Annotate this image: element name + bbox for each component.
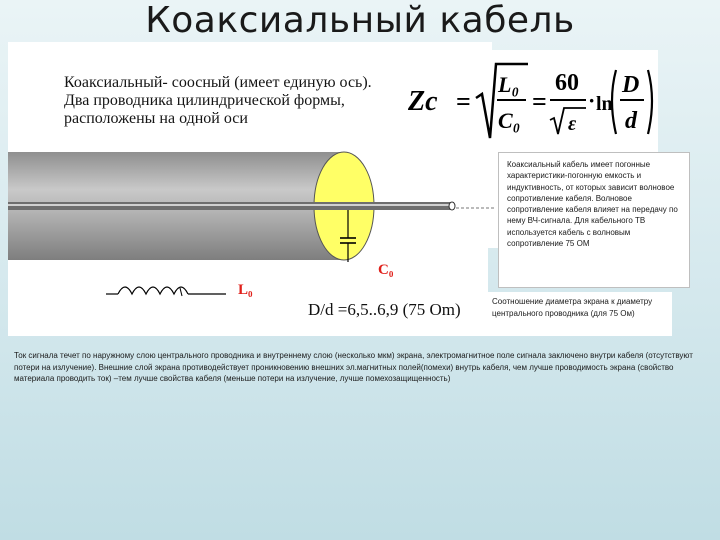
bottom-description: Ток сигнала течет по наружному слою центрального проводника и внутреннему слою (несколько мкм) экрана, электромагнитное поле сигнала заключено внутри кабеля (отсутствуют потери на излучение). Внешние слой экрана противодействует проникновению внешних эл.магнитных полей(помехи) внутрь кабеля, чем лучше проводимость экрана (свойство материала проводить ток) –тем лучше свойства кабеля (меньше потери на излучение, лучше помехозащищенность)	[14, 351, 693, 383]
formula-numerator: 60	[555, 70, 579, 96]
formula-big-d: D	[622, 72, 640, 98]
slide-title: Коаксиальный кабель	[145, 0, 575, 41]
formula-c0: C₀	[498, 108, 521, 133]
diameter-ratio-label: D/d =6,5..6,9 (75 Om)	[308, 300, 461, 319]
formula-ln: ln	[596, 93, 613, 115]
formula-epsilon: ε	[568, 113, 577, 135]
info-box: Коаксиальный кабель имеет погонные характеристики-погонную емкость и индуктивность, от которых зависит волновое сопротивление кабеля. Волновое сопротивление кабеля влияет на передачу по нему ВЧ-сигнала. Для кабельного ТВ используется кабель с волновым сопротивление 75 ОМ	[498, 152, 690, 288]
capacitance-label: C₀	[378, 262, 394, 278]
formula-lhs: Zc	[408, 86, 438, 117]
conductor-highlight	[8, 204, 454, 206]
formula-small-d: d	[625, 108, 637, 134]
formula-equals-2: =	[532, 87, 547, 116]
intro-text: Коаксиальный- соосный (имеет единую ось). Два проводника цилиндрической формы, расположены на одной оси	[64, 74, 372, 127]
formula-dot: ·	[588, 88, 596, 113]
inductance-label: L₀	[238, 282, 253, 298]
ratio-note-box: Соотношение диаметра экрана к диаметру центрального проводника (для 75 Ом)	[488, 292, 672, 336]
formula-equals-1: =	[456, 87, 471, 116]
formula-l0: L₀	[498, 72, 520, 97]
conductor-end	[449, 202, 455, 210]
